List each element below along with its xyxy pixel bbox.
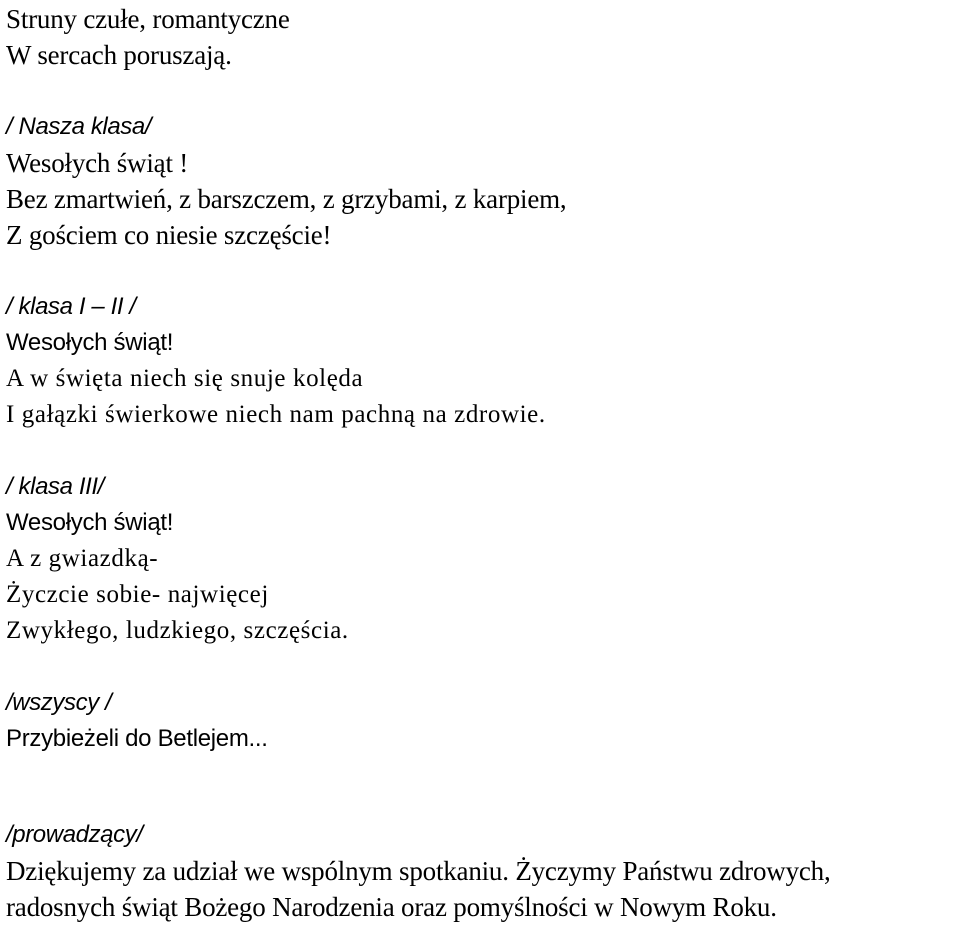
poem-line: Bez zmartwień, z barszczem, z grzybami, z karpiem, [6,184,567,214]
stanza-gap [6,73,956,109]
poem-line: Z gościem co niesie szczęście! [6,220,332,250]
stanza-gap [6,649,956,685]
speaker-label: / klasa I – II / [6,293,136,320]
closing-line: Dziękujemy za udział we wspólnym spotkaniu. Życzymy Państwu zdrowych, [6,856,831,886]
poem-line: I gałązki świerkowe niech nam pachną na zdrowie. [6,401,546,428]
poem-line: W sercach poruszają. [6,40,232,70]
speaker-label: / Nasza klasa/ [6,113,152,140]
poem-line: Przybieżeli do Betlejem... [6,725,268,752]
poem-line: A w święta niech się snuje kolęda [6,365,364,392]
speaker-label: /wszyscy / [6,689,112,716]
document-page [6,0,956,925]
poem-line: Wesołych świąt ! [6,148,189,178]
poem-line: A z gwiazdką- [6,545,159,572]
poem-line: Struny czułe, romantyczne [6,4,290,34]
speaker-label: /prowadzący/ [6,821,143,848]
stanza-gap [6,433,956,469]
stanza-gap [6,757,956,817]
poem-line: Życzcie sobie- najwięcej [6,581,269,608]
poem-line: Wesołych świąt! [6,509,174,536]
poem-line: Zwykłego, ludzkiego, szczęścia. [6,617,349,644]
poem-line: Wesołych świąt! [6,329,174,356]
speaker-label: / klasa III/ [6,473,104,500]
closing-line: radosnych świąt Bożego Narodzenia oraz pomyślności w Nowym Roku. [6,892,777,922]
stanza-gap [6,253,956,289]
